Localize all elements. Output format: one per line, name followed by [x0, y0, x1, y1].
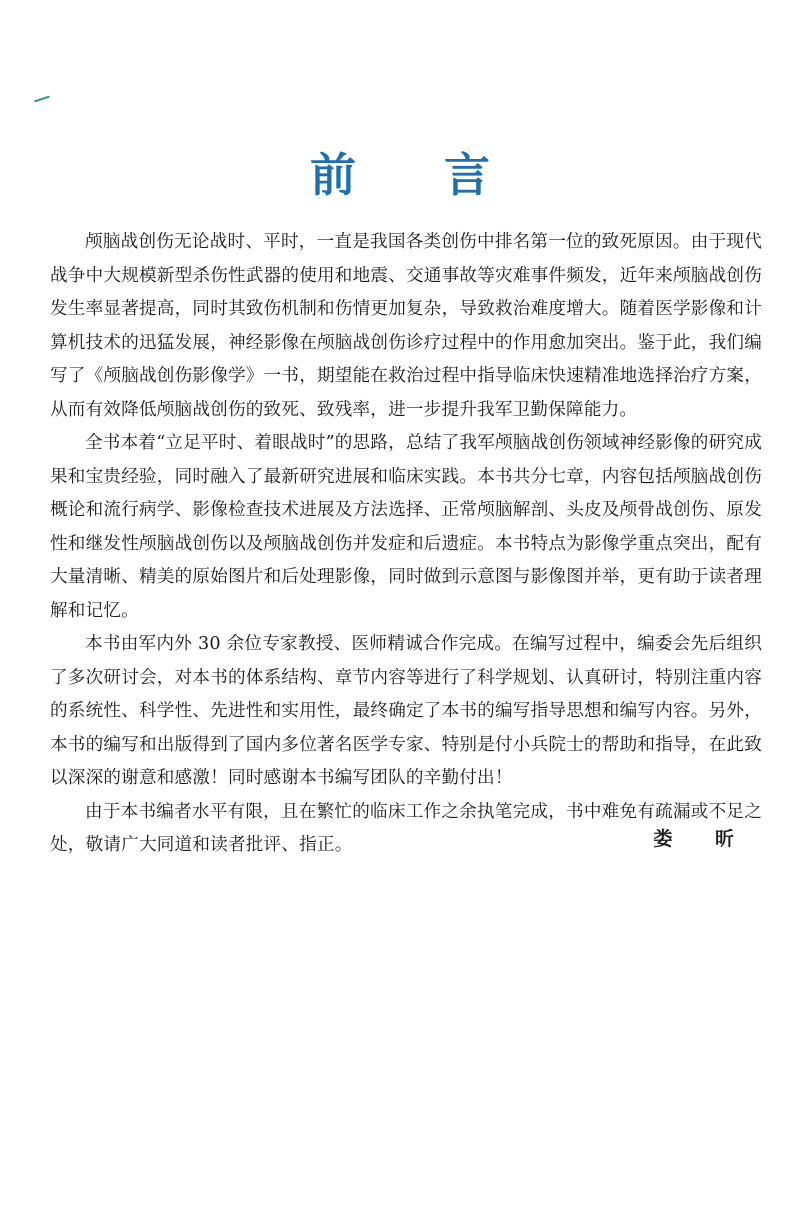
paragraph-3: 本书由军内外 30 余位专家教授、医师精诚合作完成。在编写过程中，编委会先后组织了多次研讨会，对本书的体系结构、章节内容等进行了科学规划、认真研讨，特别注重内容的系统性、科学性、先进性和实用性，最终确定了本书的编写指导思想和编写内容。另外，本书的编写和出版得到了国内多位著名医学专家、特别是付小兵院士的帮助和指导，在此致以深深的谢意和感激！同时感谢本书编写团队的辛勤付出！: [50, 634, 762, 788]
paragraph-2: 全书本着“立足平时、着眼战时”的思路，总结了我军颅脑战创伤领域神经影像的研究成果和宝贵经验，同时融入了最新研究进展和临床实践。本书共分七章，内容包括颅脑战创伤概论和流行病学、影像检查技术进展及方法选择、正常颅脑解剖、头皮及颅骨战创伤、原发性和继发性颅脑战创伤以及颅脑战创伤并发症和后遗症。本书特点为影像学重点突出，配有大量清晰、精美的原始图片和后处理影像，同时做到示意图与影像图并举，更有助于读者理解和记忆。: [50, 433, 762, 621]
page-title: 前 言: [309, 147, 526, 202]
corner-mark: [34, 96, 50, 103]
paragraph-4: 由于本书编者水平有限，且在繁忙的临床工作之余执笔完成，书中难免有疏漏或不足之处，敬请广大同道和读者批评、指正。: [50, 801, 762, 855]
preface-body: [50, 226, 762, 863]
paragraph-1: 颅脑战创伤无论战时、平时，一直是我国各类创伤中排名第一位的致死原因。由于现代战争中大规模新型杀伤性武器的使用和地震、交通事故等灾难事件频发，近年来颅脑战创伤发生率显著提高，同时其致伤机制和伤情更加复杂，导致救治难度增大。随着医学影像和计算机技术的迅猛发展，神经影像在颅脑战创伤诊疗过程中的作用愈加突出。鉴于此，我们编写了《颅脑战创伤影像学》一书，期望能在救治过程中指导临床快速精准地选择治疗方案，从而有效降低颅脑战创伤的致死、致残率，进一步提升我军卫勤保障能力。: [50, 232, 762, 420]
author-signature: 娄 昕: [653, 828, 752, 850]
